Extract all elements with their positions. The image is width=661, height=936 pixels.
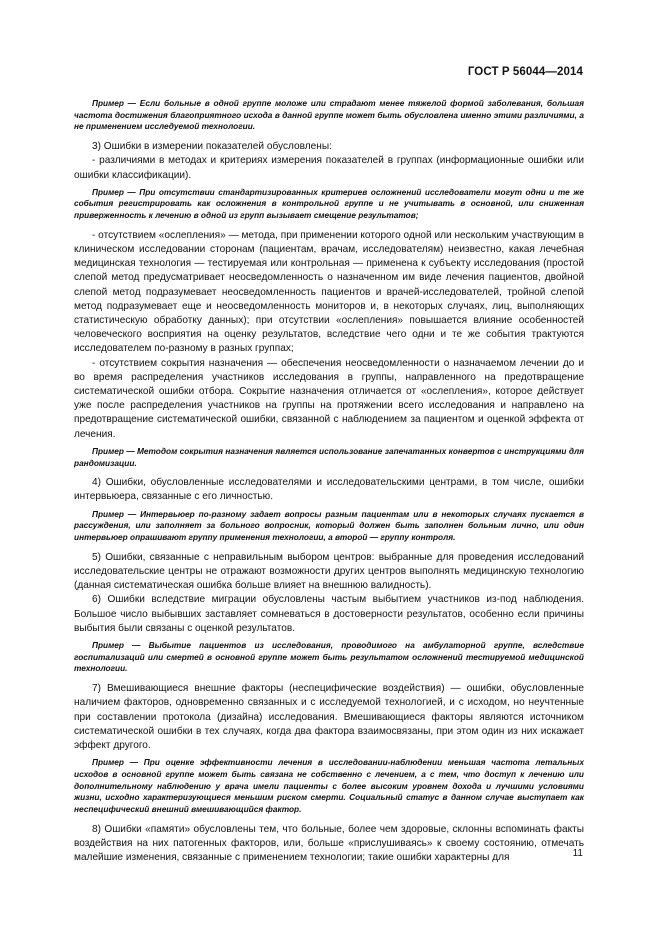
body-paragraph: 3) Ошибки в измерении показателей обусловлены: [92, 141, 332, 153]
body-paragraph: 6) Ошибки вследствие миграции обусловлены частым выбытием участников из-под наблюдения. Большое число выбывших заставляет сомневаться в достоверности результатов, особенно если причины выбытия были связаны с оценкой результатов. [74, 594, 584, 634]
body-paragraph: 5) Ошибки, связанные с неправильным выбором центров: выбранные для проведения исследований исследовательские центры не отражают возможности других центров выполнять медицинскую технологию (данная систематическая ошибка больше влияет на внешнюю валидность). [74, 551, 584, 592]
document-body [74, 94, 584, 865]
body-paragraph: 8) Ошибки «памяти» обусловлены тем, что больные, более чем здоровые, склонны вспоминать факты воздействия на них патогенных факторов, или, больше «прислушиваясь» к своему состоянию, отмечать малейшие изменения, связанные с применением технологии; такие ошибки характерны для [74, 823, 584, 864]
example-paragraph: Пример — При отсутствии стандартизированных критериев осложнений исследователи могут одни и те же события регистрировать как осложнения в контрольной группе и не учитывать в основной, или сниженная приверженность к лечению в одной из групп вызывает смещение результатов; [74, 186, 584, 221]
example-paragraph: Пример — Методом сокрытия назначения является использование запечатанных конвертов с инструкциями для рандомизации. [74, 445, 584, 468]
document-header: ГОСТ Р 56044—2014 [467, 66, 583, 78]
example-paragraph: Пример — Выбытие пациентов из исследования, проводимого на амбулаторной группе, вследствие госпитализаций или смертей в основной группе может быть результатом осложнений тестируемой медицинской технологии. [74, 640, 584, 674]
body-paragraph: - отсутствием «ослепления» — метода, при применении которого одной или нескольким участвующим в клиническом исследовании сторонам (пациентам, врачам, исследователям) неизвестно, какая лечебная медицинская технология — тестируемая или контрольная — применена к субъекту исследования (простой слепой метод предусматривает неосведомленность о назначенном им виде лечения пациентов, двойной слепой метод подразумевает неосведомленность пациентов и врачей-исследователей, тройной слепой метод подразумевает еще и неосведомленность мониторов и, в некоторых случаях, лиц, выполняющих статистическую обработку данных); при отсутствии «ослепления» повышается влияние особенностей человеческого восприятия на оценку результатов, вследствие чего одни и те же события трактуются исследователем по-разному в разных группах; [74, 229, 584, 355]
body-paragraph: - различиями в методах и критериях измерения показателей в группах (информационные ошибки или ошибки классификации). [74, 155, 584, 181]
example-paragraph: Пример — При оценке эффективности лечения в исследовании-наблюдении меньшая частота летальных исходов в основной группе может быть связана не собственно с лечением, а с тем, что доступ к лечению или дополнительному наблюдению у врача имели пациенты с более высоким уровнем дохода и лучшими условиями жизни, исходно характеризующиеся меньшим риском смерти. Социальный статус в данном случае выступает как неспецифический внешний вмешивающийся фактор. [74, 757, 584, 814]
body-paragraph: - отсутствием сокрытия назначения — обеспечения неосведомленности о назначаемом лечении до и во время распределения участников исследования в группы, направленного на предотвращение систематической ошибки отбора. Сокрытие назначения отличается от «ослепления», которое действует уже после распределения участников на группы на протяжении всего исследования и направлено на предотвращение систематической ошибки, связанной с наблюдением за пациентом и оценкой эффекта от лечения. [74, 357, 584, 440]
example-paragraph: Пример — Если больные в одной группе моложе или страдают менее тяжелой формой заболевания, большая частота достижения благоприятного исхода в данной группе может быть обусловлена именно этими различиями, а не применением исследуемой технологии. [74, 98, 584, 132]
page-number: 11 [572, 848, 583, 859]
body-paragraph: 4) Ошибки, обусловленные исследователями и исследовательскими центрами, в том числе, ошибки интервьюера, связанные с его личностью. [74, 477, 584, 503]
example-paragraph: Пример — Интервьюер по-разному задает вопросы разным пациентам или в некоторых случаях пускается в рассуждения, или заполняет за больного вопросник, который должен быть заполнен больным лично, или один интервьюер опрашивают группу применения технологии, а второй — группу контроля. [74, 508, 584, 543]
body-paragraph: 7) Вмешивающиеся внешние факторы (неспецифические воздействия) — ошибки, обусловленные наличием факторов, одновременно связанных и с исследуемой технологией, и с исходом, но неучтенные при составлении протокола (дизайна) исследования. Вмешивающиеся факторы являются источником систематической ошибки в тех случаях, когда два фактора взаимосвязаны, при этом один из них искажает эффект другого. [74, 683, 584, 751]
